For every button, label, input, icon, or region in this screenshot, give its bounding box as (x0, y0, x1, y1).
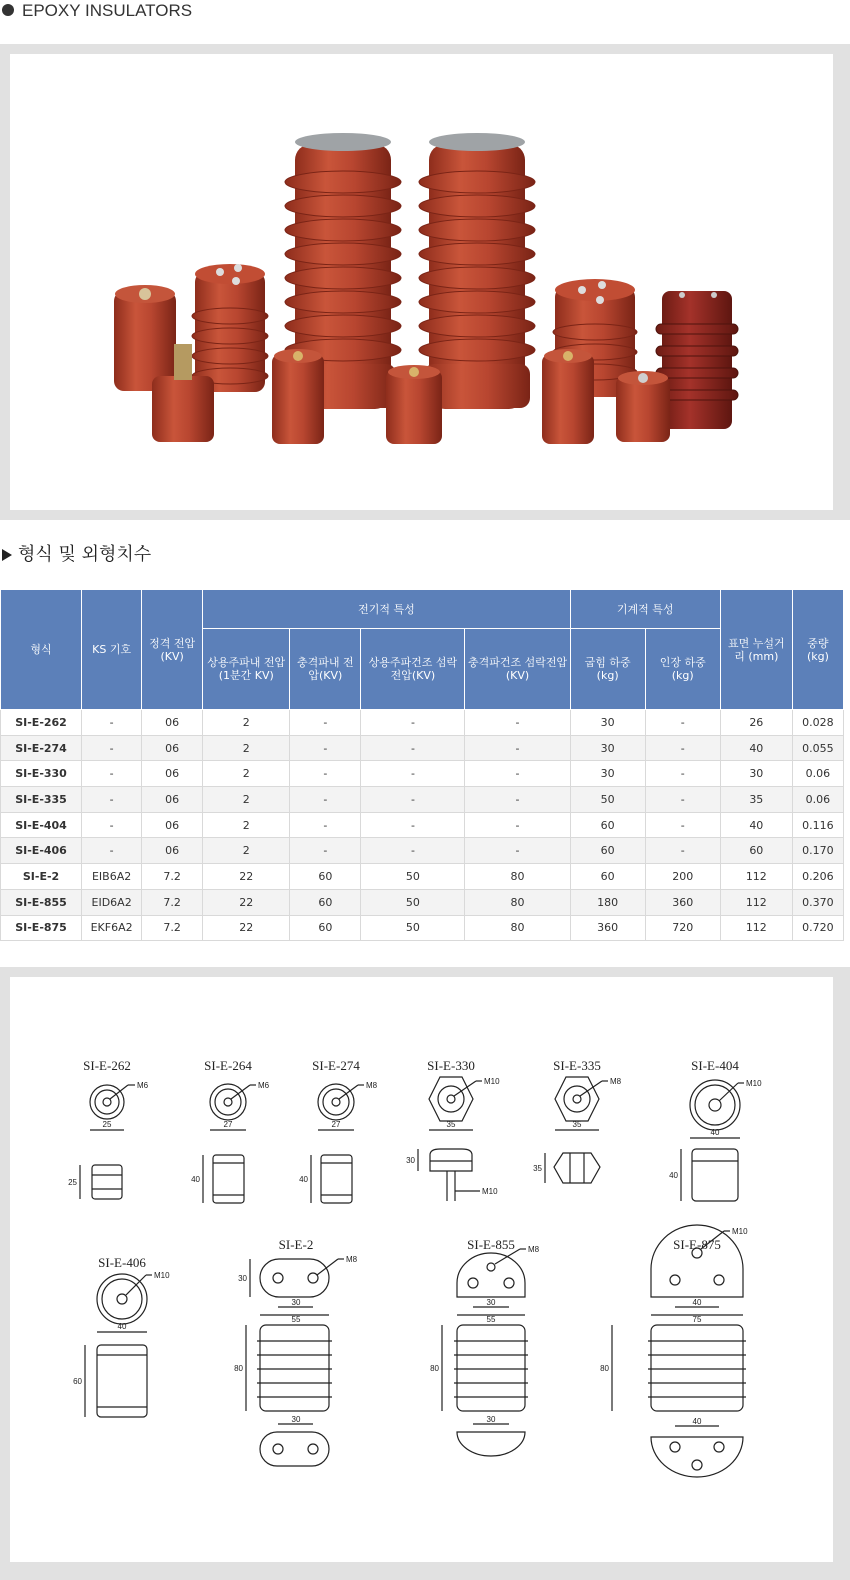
cell: 50 (570, 787, 645, 813)
cell: 60 (290, 864, 361, 890)
drawing-label: SI-E-875 (673, 1237, 721, 1252)
cell: 360 (570, 915, 645, 941)
drawing-si-e-262 (80, 1085, 135, 1199)
spec-table-body (1, 710, 844, 941)
cell: 60 (290, 915, 361, 941)
dimension-drawings-frame (0, 967, 850, 1580)
cell: 112 (720, 889, 792, 915)
header-creepage: 표면 누설거리 (mm) (720, 590, 792, 710)
table-row (1, 838, 844, 864)
section-title: 형식 및 외형치수 (18, 544, 152, 565)
cell: 112 (720, 915, 792, 941)
cell: - (361, 710, 465, 736)
cell: - (290, 787, 361, 813)
cell: 50 (361, 864, 465, 890)
drawing-si-e-2 (246, 1259, 344, 1466)
dimension-label: 40 (117, 1322, 127, 1331)
cell: 0.206 (792, 864, 843, 890)
cell: 06 (142, 735, 203, 761)
cell: - (465, 812, 570, 838)
drawing-si-e-404 (681, 1080, 744, 1201)
cell: 2 (203, 761, 290, 787)
cell: 7.2 (142, 864, 203, 890)
cell: SI-E-274 (1, 735, 82, 761)
cell: - (361, 812, 465, 838)
dimension-label: 75 (692, 1315, 702, 1324)
drawing-label: SI-E-855 (467, 1237, 515, 1252)
table-row (1, 889, 844, 915)
cell: 06 (142, 812, 203, 838)
triangle-right-icon (2, 549, 12, 561)
cell: 0.170 (792, 838, 843, 864)
cell: 06 (142, 838, 203, 864)
tall-insulator-2 (419, 133, 535, 409)
header-e4: 충격파건조 섬락전압(KV) (465, 629, 570, 710)
cell: - (82, 710, 142, 736)
cell: 35 (720, 787, 792, 813)
cell: 360 (645, 889, 720, 915)
table-row (1, 735, 844, 761)
table-row (1, 864, 844, 890)
dimension-label: 80 (234, 1364, 243, 1373)
cell: 80 (465, 864, 570, 890)
thread-label: M10 (746, 1079, 762, 1088)
cell: - (465, 761, 570, 787)
dimension-label: 35 (533, 1164, 542, 1173)
cell: 7.2 (142, 889, 203, 915)
cell: 40 (720, 735, 792, 761)
cell: - (645, 838, 720, 864)
dimension-label: 30 (486, 1415, 496, 1424)
cell: 22 (203, 915, 290, 941)
dimension-label: 30 (238, 1274, 247, 1283)
drawing-label: SI-E-406 (98, 1255, 146, 1270)
cell: 112 (720, 864, 792, 890)
cell: 06 (142, 787, 203, 813)
drawing-si-e-875 (612, 1225, 746, 1477)
cell: SI-E-335 (1, 787, 82, 813)
header-weight: 중량 (kg) (792, 590, 843, 710)
dimension-label: 30 (486, 1298, 496, 1307)
dimension-label: 27 (223, 1120, 233, 1129)
header-e3: 상용주파건조 섬락전압(KV) (361, 629, 465, 710)
drawing-si-e-274 (311, 1084, 364, 1203)
thread-label: M8 (528, 1245, 540, 1254)
cell: SI-E-330 (1, 761, 82, 787)
header-e2: 충격파내 전압(KV) (290, 629, 361, 710)
bullet-icon (2, 4, 14, 16)
cell: - (82, 812, 142, 838)
cell: 40 (720, 812, 792, 838)
cell: 0.06 (792, 761, 843, 787)
header-m2: 인장 하중 (kg) (645, 629, 720, 710)
dimension-label: 80 (600, 1364, 609, 1373)
table-row (1, 787, 844, 813)
drawing-si-e-335 (545, 1077, 608, 1183)
cell: 50 (361, 915, 465, 941)
product-photo-frame (0, 44, 850, 520)
cell: SI-E-875 (1, 915, 82, 941)
cell: 60 (570, 838, 645, 864)
cell: 0.116 (792, 812, 843, 838)
cell: - (290, 838, 361, 864)
dimension-label: 30 (406, 1156, 415, 1165)
dimension-label: 25 (68, 1178, 77, 1187)
page-header (0, 0, 850, 22)
thread-label: M10 (484, 1077, 500, 1086)
cell: 30 (570, 761, 645, 787)
thread-label: M8 (610, 1077, 622, 1086)
dimension-label: 80 (430, 1364, 439, 1373)
cell: - (645, 735, 720, 761)
dimension-label: 40 (710, 1128, 720, 1137)
cell: 22 (203, 864, 290, 890)
table-row (1, 915, 844, 941)
cell: - (82, 787, 142, 813)
drawing-label: SI-E-335 (553, 1058, 601, 1073)
cell: 22 (203, 889, 290, 915)
dimension-drawings (10, 977, 833, 1562)
cell: 720 (645, 915, 720, 941)
table-row (1, 812, 844, 838)
cell: EKF6A2 (82, 915, 142, 941)
drawing-si-e-330 (418, 1077, 482, 1201)
drawing-label: SI-E-404 (691, 1058, 739, 1073)
drawing-label: SI-E-2 (278, 1237, 314, 1252)
product-photo (10, 54, 833, 510)
dimension-label: 27 (331, 1120, 341, 1129)
cell: 30 (570, 710, 645, 736)
cell: 0.720 (792, 915, 843, 941)
cell: 2 (203, 735, 290, 761)
cell: - (361, 787, 465, 813)
cell: - (361, 761, 465, 787)
drawing-si-e-855 (442, 1249, 528, 1456)
dimension-label: 25 (102, 1120, 112, 1129)
cell: 2 (203, 710, 290, 736)
ribbed-insulator-left (192, 264, 268, 392)
cell: SI-E-404 (1, 812, 82, 838)
cell: 0.370 (792, 889, 843, 915)
cell: - (290, 812, 361, 838)
table-row (1, 761, 844, 787)
cell: 0.06 (792, 787, 843, 813)
header-electrical: 전기적 특성 (203, 590, 570, 629)
cell: - (290, 710, 361, 736)
cell: - (82, 735, 142, 761)
dimension-label: 35 (572, 1120, 582, 1129)
cell: 60 (290, 889, 361, 915)
dimension-label: 60 (73, 1377, 82, 1386)
cell: 200 (645, 864, 720, 890)
header-m1: 굽힘 하중 (kg) (570, 629, 645, 710)
thread-label: M10 (154, 1271, 170, 1280)
cell: - (465, 735, 570, 761)
cell: EID6A2 (82, 889, 142, 915)
cell: SI-E-855 (1, 889, 82, 915)
cell: - (82, 761, 142, 787)
cell: SI-E-2 (1, 864, 82, 890)
cell: EIB6A2 (82, 864, 142, 890)
dimension-label: 30 (291, 1415, 301, 1424)
dimension-label: 55 (291, 1315, 301, 1324)
header-mechanical: 기계적 특성 (570, 590, 720, 629)
drawing-label: SI-E-274 (312, 1058, 360, 1073)
cell: 2 (203, 787, 290, 813)
header-ks: KS 기호 (82, 590, 142, 710)
cell: 2 (203, 812, 290, 838)
cell: 30 (720, 761, 792, 787)
drawing-si-e-264 (203, 1084, 256, 1203)
drawing-label: SI-E-262 (83, 1058, 131, 1073)
drawing-label: SI-E-330 (427, 1058, 475, 1073)
thread-label: M10 (732, 1227, 748, 1236)
drawing-label: SI-E-264 (204, 1058, 252, 1073)
cell: - (361, 735, 465, 761)
thread-label: M6 (258, 1081, 270, 1090)
cell: 60 (570, 864, 645, 890)
cell: - (645, 761, 720, 787)
dimension-label: 40 (669, 1171, 678, 1180)
page-title: EPOXY INSULATORS (22, 1, 193, 20)
cell: - (465, 787, 570, 813)
cell: 60 (720, 838, 792, 864)
stud-label: M10 (482, 1187, 498, 1196)
table-row (1, 710, 844, 736)
cell: 0.055 (792, 735, 843, 761)
cell: 2 (203, 838, 290, 864)
dimension-label: 30 (291, 1298, 301, 1307)
header-rated-voltage: 정격 전압 (KV) (142, 590, 203, 710)
cell: SI-E-262 (1, 710, 82, 736)
insulators-photo-illustration (10, 54, 833, 510)
dimension-label: 40 (191, 1175, 200, 1184)
thread-label: M8 (346, 1255, 358, 1264)
cell: 50 (361, 889, 465, 915)
dimension-label: 40 (692, 1298, 702, 1307)
cell: 80 (465, 889, 570, 915)
cell: 30 (570, 735, 645, 761)
cell: - (290, 735, 361, 761)
dimension-label: 40 (692, 1417, 702, 1426)
dimension-label: 55 (486, 1315, 496, 1324)
thread-label: M6 (137, 1081, 149, 1090)
cell: - (465, 838, 570, 864)
cell: 180 (570, 889, 645, 915)
cell: - (361, 838, 465, 864)
header-e1: 상용주파내 전압 (1분간 KV) (203, 629, 290, 710)
drawing-si-e-406 (85, 1274, 152, 1417)
cell: 80 (465, 915, 570, 941)
cell: 06 (142, 710, 203, 736)
cell: 60 (570, 812, 645, 838)
cell: 26 (720, 710, 792, 736)
dimension-label: 35 (446, 1120, 456, 1129)
thread-label: M8 (366, 1081, 378, 1090)
cell: - (645, 812, 720, 838)
cell: 06 (142, 761, 203, 787)
dimension-drawings-svg (10, 977, 833, 1562)
cell: - (645, 787, 720, 813)
cell: - (645, 710, 720, 736)
spec-table (0, 589, 844, 941)
cell: SI-E-406 (1, 838, 82, 864)
cell: - (290, 761, 361, 787)
dimension-label: 40 (299, 1175, 308, 1184)
header-model: 형식 (1, 590, 82, 710)
cell: 7.2 (142, 915, 203, 941)
cell: - (82, 838, 142, 864)
cell: - (465, 710, 570, 736)
cell: 0.028 (792, 710, 843, 736)
